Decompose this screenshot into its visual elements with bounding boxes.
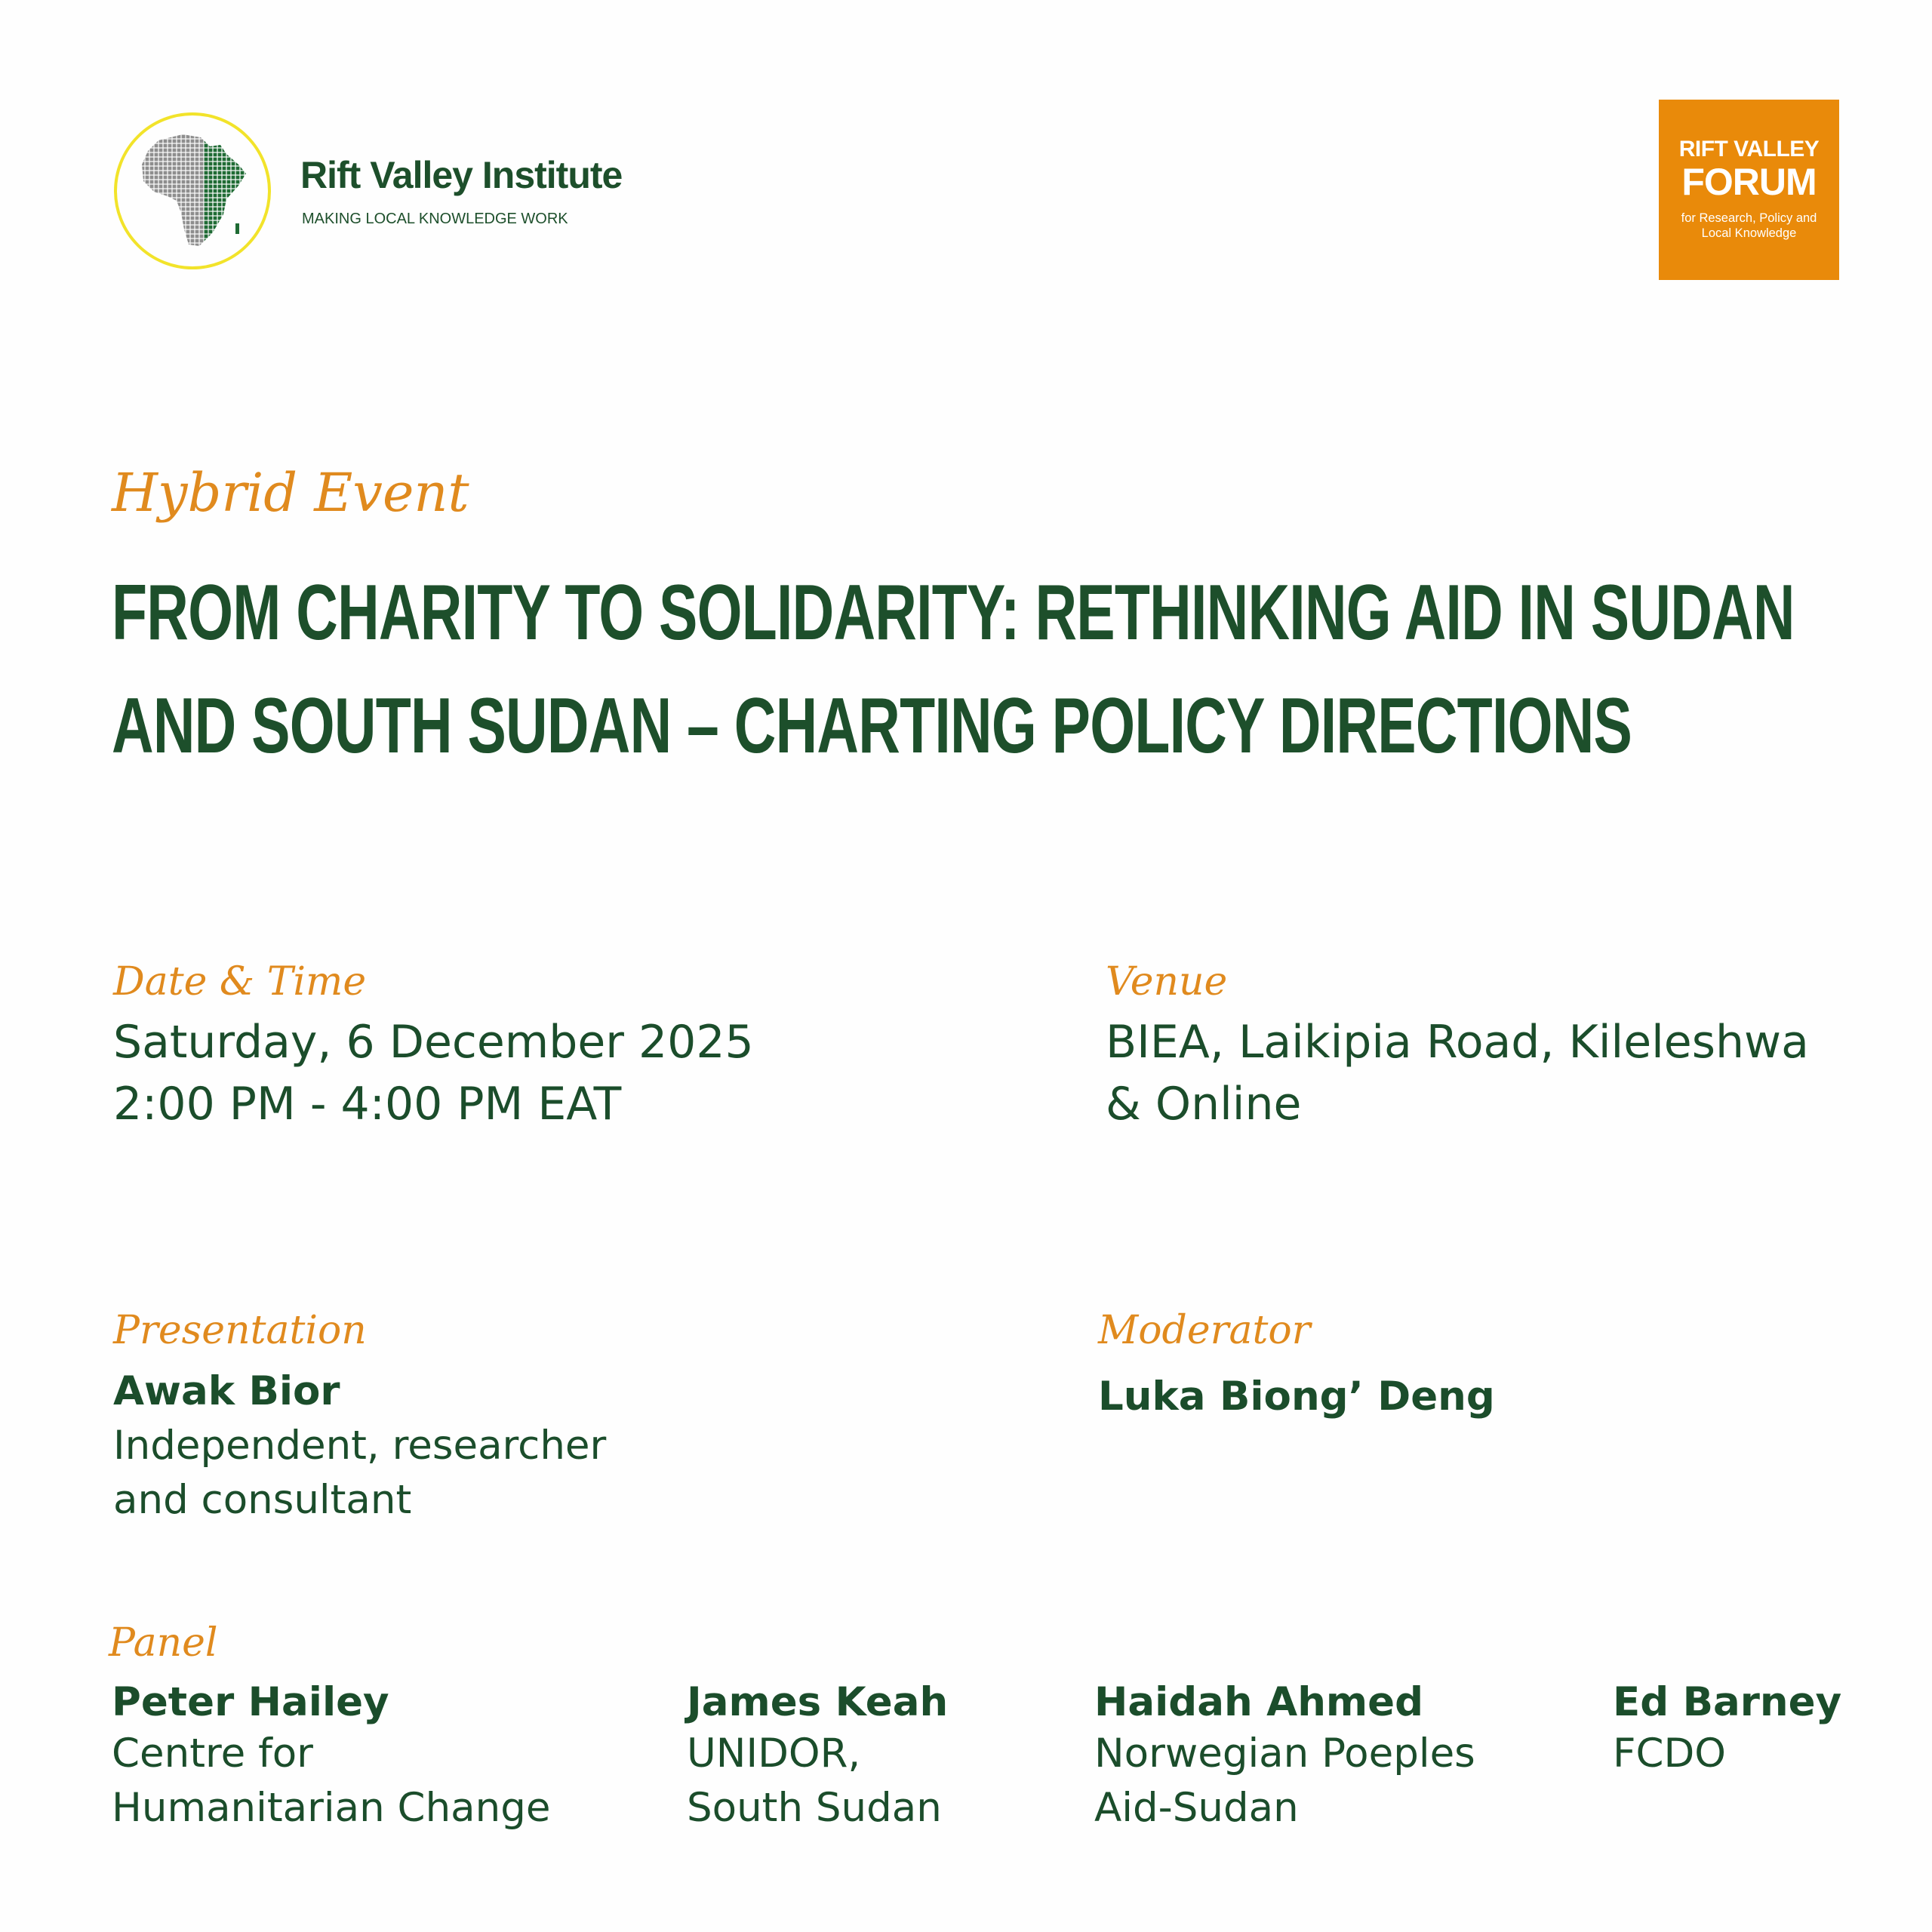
panel-member: [1613, 1679, 1841, 1781]
rift-valley-forum-logo: [1659, 100, 1839, 280]
rvi-logo-tagline: MAKING LOCAL KNOWLEDGE WORK: [302, 211, 568, 227]
panel-member-affiliation-line1: Norwegian Poeples: [1094, 1730, 1475, 1777]
presenter-affiliation-line2: and consultant: [113, 1477, 412, 1523]
event-title-line1: FROM CHARITY TO SOLIDARITY: RETHINKING AID IN SUDAN: [112, 569, 1795, 657]
panel-member-affiliation-line2: Aid-Sudan: [1094, 1785, 1299, 1831]
panel-member-name: James Keah: [687, 1679, 949, 1725]
venue-line2: & Online: [1106, 1078, 1302, 1131]
forum-logo-line1: RIFT VALLEY: [1678, 137, 1820, 162]
presenter-affiliation-line1: Independent, researcher: [113, 1423, 607, 1469]
panel-member-affiliation-line2: Humanitarian Change: [112, 1785, 551, 1831]
panel-member-name: Haidah Ahmed: [1094, 1679, 1424, 1725]
panel-member: [687, 1679, 948, 1835]
event-title-line2: AND SOUTH SUDAN – CHARTING POLICY DIRECTIONS: [112, 682, 1632, 770]
panel-member-name: Ed Barney: [1613, 1679, 1842, 1725]
rvi-logo-name: Rift Valley Institute: [300, 154, 623, 196]
forum-logo-line2: FORUM: [1681, 161, 1817, 203]
panel-member-name: Peter Hailey: [112, 1679, 389, 1725]
event-title: [112, 556, 1795, 783]
panel-member-affiliation-line1: Centre for: [112, 1730, 313, 1777]
panel-member-affiliation-line1: FCDO: [1613, 1730, 1727, 1777]
venue-line1: BIEA, Laikipia Road, Kileleshwa: [1106, 1016, 1809, 1069]
presenter-name: Awak Bior: [113, 1368, 340, 1414]
moderator-name: Luka Biong’ Deng: [1098, 1374, 1495, 1420]
event-time: 2:00 PM - 4:00 PM EAT: [113, 1078, 622, 1131]
date-time-label: Date & Time: [113, 959, 367, 1004]
forum-logo-line3: for Research, Policy and Local Knowledge: [1681, 211, 1817, 240]
panel-member: [1094, 1679, 1475, 1835]
panel-label: Panel: [109, 1620, 218, 1666]
event-date: Saturday, 6 December 2025: [113, 1016, 754, 1069]
panel-member-affiliation-line2: South Sudan: [687, 1785, 942, 1831]
event-type: Hybrid Event: [112, 462, 469, 524]
panel-member: [112, 1679, 550, 1835]
presentation-label: Presentation: [113, 1308, 367, 1353]
moderator-label: Moderator: [1098, 1308, 1311, 1353]
panel-member-affiliation-line1: UNIDOR,: [687, 1730, 861, 1777]
rvi-logo-emblem: [113, 112, 272, 270]
venue-label: Venue: [1106, 959, 1228, 1004]
